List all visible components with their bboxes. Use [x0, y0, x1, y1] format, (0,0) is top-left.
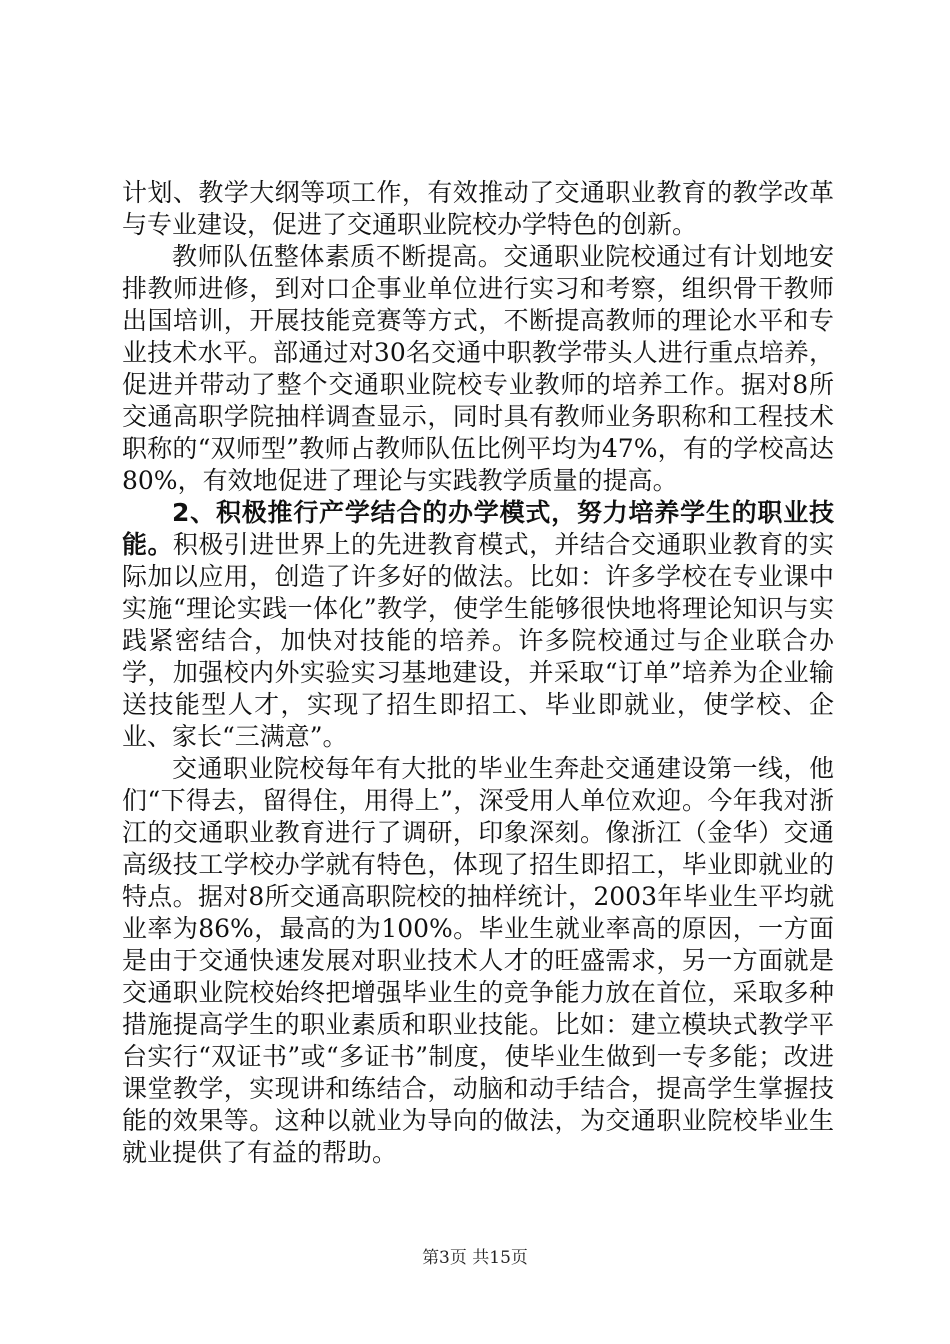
- paragraph-2: 教师队伍整体素质不断提高。交通职业院校通过有计划地安排教师进修，到对口企事业单位进行实习和考察，组织骨干教师出国培训，开展技能竞赛等方式，不断提高教师的理论水平和专业技术水平。部通过对30名交通中职教学带头人进行重点培养，促进并带动了整个交通职业院校专业教师的培养工作。据对8所交通高职学院抽样调查显示，同时具有教师业务职称和工程技术职称的“双师型”教师占教师队伍比例平均为47%，有的学校高达80%，有效地促进了理论与实践教学质量的提高。: [122, 242, 834, 495]
- paragraph-4: 交通职业院校每年有大批的毕业生奔赴交通建设第一线，他们“下得去，留得住，用得上”，深受用人单位欢迎。今年我对浙江的交通职业教育进行了调研，印象深刻。像浙江（金华）交通高级技工学校办学就有特色，体现了招生即招工，毕业即就业的特点。据对8所交通高职院校的抽样统计，2003年毕业生平均就业率为86%，最高的为100%。毕业生就业率高的原因，一方面是由于交通快速发展对职业技术人才的旺盛需求，另一方面就是交通职业院校始终把增强毕业生的竞争能力放在首位，采取多种措施提高学生的职业素质和职业技能。比如：建立模块式教学平台实行“双证书”或“多证书”制度，使毕业生做到一专多能；改进课堂教学，实现讲和练结合，动脑和动手结合，提高学生掌握技能的效果等。这种以就业为导向的做法，为交通职业院校毕业生就业提供了有益的帮助。: [122, 754, 834, 1167]
- page-number-footer: 第3页 共15页: [422, 1248, 528, 1268]
- paragraph-3-text: 积极引进世界上的先进教育模式，并结合交通职业教育的实际加以应用，创造了许多好的做法。比如：许多学校在专业课中实施“理论实践一体化”教学，使学生能够很快地将理论知识与实践紧密结合，加快对技能的培养。许多院校通过与企业联合办学，加强校内外实验实习基地建设，并采取“订单”培养为企业输送技能型人才，实现了招生即招工、毕业即就业，使学校、企业、家长“三满意”。: [122, 530, 834, 751]
- paragraph-3: [122, 497, 834, 753]
- paragraph-3-heading: 2、积极推行产学结合的办学模式，努力培养学生的职业技能。: [122, 498, 834, 559]
- document-body: [122, 177, 834, 1169]
- paragraph-1: 计划、教学大纲等项工作，有效推动了交通职业教育的教学改革与专业建设，促进了交通职业院校办学特色的创新。: [122, 178, 834, 239]
